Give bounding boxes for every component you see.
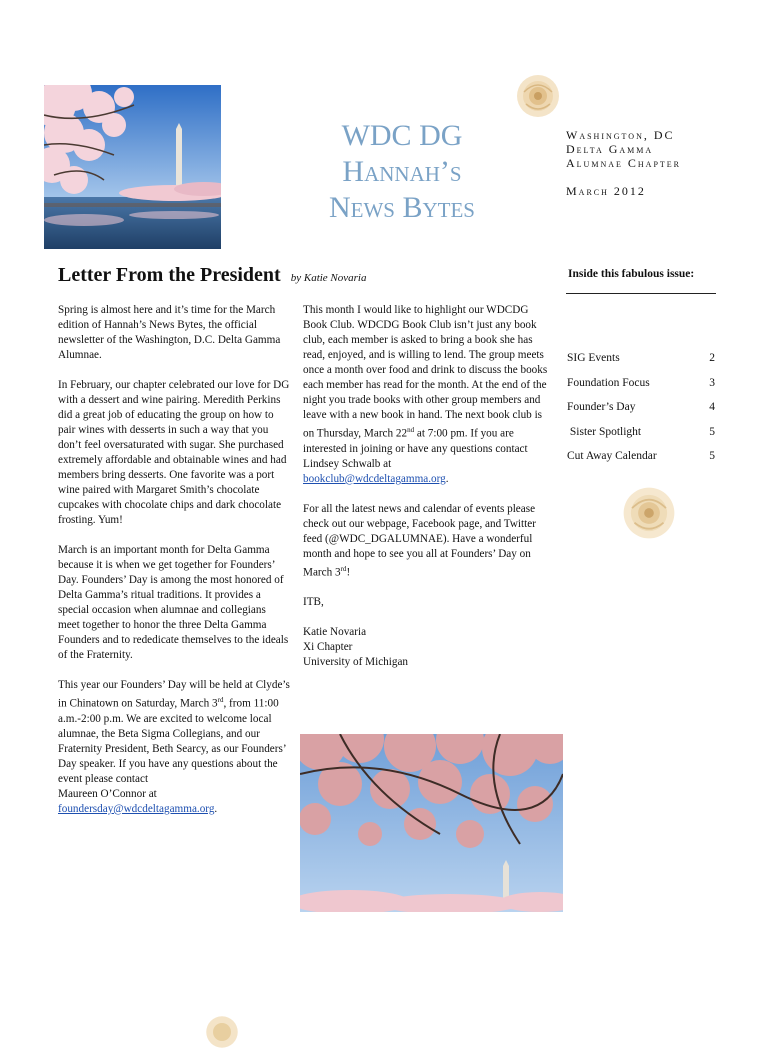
- chapter-name: Alumnae Chapter: [566, 156, 682, 170]
- contact-line: [58, 802, 290, 817]
- issue-date: March 2012: [566, 184, 646, 198]
- cherry-blossom-branches-photo: [300, 734, 563, 912]
- toc-label: Foundation Focus: [567, 376, 650, 389]
- toc-item[interactable]: [567, 377, 715, 402]
- paragraph-text: This month I would like to highlight our WDCDG Book Club. WDCDG Book Club isn’t just any book club, each member is asked to bring a book she has read, enjoyed, and is willing to lend. The group meets once a month over food and drink to discuss the books each member has read for the month. At the end of the night you trade books with other group members and leave with a new book in hand. The next book club is on Thursday, March 22: [303, 304, 548, 440]
- toc-page: 5: [709, 425, 715, 438]
- toc-item[interactable]: [567, 401, 715, 426]
- paragraph: [303, 303, 555, 487]
- letter-title: Letter From the President: [58, 264, 281, 286]
- punctuation: .: [214, 802, 218, 815]
- paragraph: [303, 502, 555, 581]
- superscript: nd: [407, 426, 415, 434]
- rose-icon: [204, 1014, 240, 1050]
- toc-label: Sister Spotlight: [567, 425, 642, 438]
- masthead-line-1: WDC DG: [341, 119, 463, 152]
- inside-issue-title: Inside this fabulous issue:: [568, 268, 695, 280]
- paragraph-text: This year our Founders’ Day will be held at Clyde’s in Chinatown on Saturday, March 3: [58, 679, 290, 710]
- toc-page: 3: [709, 376, 715, 389]
- cherry-blossom-monument-photo: [44, 85, 221, 249]
- rose-icon: [620, 484, 678, 542]
- superscript: rd: [217, 696, 224, 704]
- paragraph: [58, 678, 290, 787]
- paragraph-text: , from 11:00 a.m.-2:00 p.m. We are excited to welcome local alumnae, the Beta Sigma Collegians, and our Fraternity President, Beth Searcy, as our Founders’ Day speaker. If you have any questions about the event please contact: [58, 697, 286, 785]
- paragraph: In February, our chapter celebrated our love for DG with a dessert and wine pairing. Meredith Perkins did a great job of educating the group on how to pair wines with desserts in such a way that you don’t feel oversaturated with sugar. She purchased extremely affordable and obtainable wines and had members bring desserts. One favorite was a port wine paired with Margaret Smith’s chocolate cupcakes with chocolate chips and dark chocolate frosting. Yum!: [58, 379, 290, 526]
- toc-item[interactable]: [567, 426, 715, 451]
- table-of-contents: [567, 352, 715, 475]
- paragraph: March is an important month for Delta Gamma because it is when we get together for Founders’ Day. Founders’ Day is among the most honored of Delta Gamma’s ritual traditions. It provides a special occasion when alumnae and collegians meet together to honor the three Delta Gamma Founders and to rededicate themselves to the ideals of the Fraternity.: [58, 544, 289, 661]
- bookclub-email-link[interactable]: bookclub@wdcdeltagamma.org: [303, 472, 446, 485]
- toc-item[interactable]: [567, 352, 715, 377]
- letter-byline: by Katie Novaria: [290, 272, 367, 284]
- toc-page: 2: [709, 352, 715, 364]
- paragraph-text: at 7:00 pm. If you are interested in joining or have any questions contact Lindsey Schwalb at: [303, 427, 528, 470]
- rose-icon: [514, 72, 562, 120]
- article-column-1: [58, 303, 290, 817]
- chapter-city: Washington, DC: [566, 128, 675, 142]
- letter-heading: [58, 264, 367, 287]
- chapter-info: [566, 128, 756, 198]
- signature-chapter: Xi Chapter: [303, 641, 353, 654]
- toc-label: SIG Events: [567, 352, 620, 364]
- toc-page: 5: [709, 450, 715, 462]
- contact-name: Maureen O’Connor at: [58, 787, 157, 800]
- signature-school: University of Michigan: [303, 656, 409, 669]
- punctuation: .: [445, 472, 449, 485]
- divider: [566, 293, 716, 294]
- article-column-2: [303, 303, 555, 670]
- toc-item[interactable]: [567, 450, 715, 475]
- newsletter-masthead: [296, 118, 508, 226]
- signoff: ITB,: [303, 596, 324, 609]
- superscript: rd: [340, 564, 347, 573]
- masthead-line-2: Hannah’s: [342, 155, 462, 188]
- paragraph: Spring is almost here and it’s time for the March edition of Hannah’s News Bytes, the official newsletter of the Washington, D.C. Delta Gamma Alumnae.: [58, 304, 281, 361]
- toc-label: Cut Away Calendar: [567, 450, 657, 462]
- toc-label: Founder’s Day: [567, 401, 636, 413]
- signature-name: Katie Novaria: [303, 626, 367, 639]
- paragraph-text: For all the latest news and calendar of events please check out our webpage, Facebook page, and Twitter feed (@WDC_DGALUMNAE). Have a wonderful month and hope to see you all at Founders’ Day on March 3: [303, 502, 536, 579]
- paragraph-text: !: [346, 566, 351, 579]
- chapter-org: Delta Gamma: [566, 142, 654, 156]
- toc-page: 4: [709, 401, 715, 413]
- foundersday-email-link[interactable]: foundersday@wdcdeltagamma.org: [58, 802, 215, 815]
- masthead-line-3: News Bytes: [328, 191, 475, 224]
